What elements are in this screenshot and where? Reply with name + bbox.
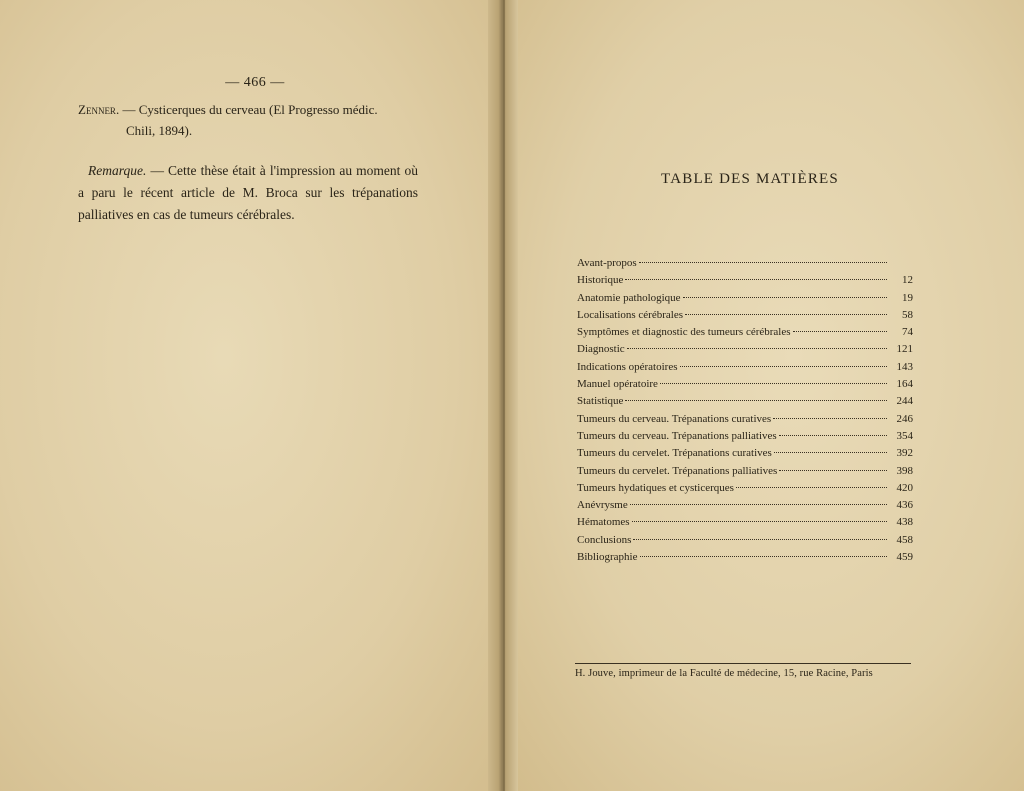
bibliography-entry [78, 99, 418, 141]
remark-lead: Remarque. [88, 163, 147, 178]
toc-leader-dots [779, 435, 887, 436]
toc-entry-label: Hématomes [577, 516, 630, 529]
toc-entry [577, 413, 913, 430]
toc-entry [577, 378, 913, 395]
toc-entry-page: 143 [896, 360, 913, 373]
toc-entry-page: 438 [896, 516, 913, 529]
toc-entry-label: Diagnostic [577, 343, 625, 356]
toc-entry [577, 516, 913, 533]
remark-paragraph [78, 160, 418, 226]
toc-entry [577, 361, 913, 378]
gutter-fold-line [503, 0, 505, 791]
toc-entry [577, 274, 913, 291]
reference-text: — Cysticerques du cerveau (El Progresso médic. [119, 102, 378, 117]
toc-leader-dots [793, 331, 887, 332]
toc-leader-dots [774, 452, 887, 453]
toc-leader-dots [660, 383, 887, 384]
toc-entry-label: Tumeurs du cerveau. Trépanations palliatives [577, 429, 777, 442]
toc-entry [577, 257, 913, 274]
toc-entry-label: Anatomie pathologique [577, 291, 681, 304]
toc-entry [577, 343, 913, 360]
toc-entry [577, 447, 913, 464]
toc-entry-label: Historique [577, 274, 624, 287]
toc-entry-label: Tumeurs du cerveau. Trépanations curatives [577, 412, 772, 425]
printer-imprint: H. Jouve, imprimeur de la Faculté de médecine, 15, rue Racine, Paris [575, 668, 873, 679]
table-of-contents [577, 257, 913, 568]
toc-entry-label: Statistique [577, 395, 624, 408]
toc-entry [577, 465, 913, 482]
toc-leader-dots [736, 487, 887, 488]
toc-entry-page: 392 [896, 447, 913, 460]
toc-entry [577, 482, 913, 499]
toc-entry-page: 246 [896, 412, 913, 425]
toc-entry [577, 292, 913, 309]
toc-entry-page: 19 [902, 291, 913, 304]
toc-leader-dots [639, 262, 887, 263]
toc-leader-dots [685, 314, 887, 315]
toc-leader-dots [680, 366, 888, 367]
toc-entry-page: 164 [896, 378, 913, 391]
toc-leader-dots [632, 521, 887, 522]
toc-entry-label: Manuel opératoire [577, 378, 658, 391]
toc-entry-page: 420 [896, 481, 913, 494]
imprint-rule [575, 663, 911, 664]
toc-entry-page: 398 [896, 464, 913, 477]
toc-entry-page: 74 [902, 326, 913, 339]
toc-entry-page: 354 [896, 429, 913, 442]
toc-entry-label: Avant-propos [577, 257, 637, 269]
toc-entry-page: 12 [902, 274, 913, 287]
toc-entry-label: Bibliographie [577, 551, 638, 564]
toc-entry-label: Tumeurs du cervelet. Trépanations palliatives [577, 464, 778, 477]
toc-leader-dots [773, 418, 887, 419]
toc-entry-page: 121 [896, 343, 913, 356]
reference-continuation: Chili, 1894). [126, 123, 193, 138]
toc-leader-dots [627, 348, 887, 349]
toc-leader-dots [625, 279, 887, 280]
toc-entry [577, 430, 913, 447]
toc-entry-label: Tumeurs du cervelet. Trépanations curatives [577, 447, 772, 460]
toc-entry-label: Tumeurs hydatiques et cysticerques [577, 481, 734, 494]
toc-leader-dots [625, 400, 887, 401]
toc-title: TABLE DES MATIÈRES [661, 171, 839, 187]
toc-entry [577, 499, 913, 516]
toc-entry [577, 534, 913, 551]
toc-leader-dots [779, 470, 887, 471]
toc-leader-dots [633, 539, 887, 540]
toc-entry-label: Symptômes et diagnostic des tumeurs cérébrales [577, 326, 791, 339]
toc-entry-label: Indications opératoires [577, 360, 678, 373]
toc-entry [577, 326, 913, 343]
toc-entry-page: 58 [902, 308, 913, 321]
toc-entry [577, 395, 913, 412]
remark-text: — Cette thèse était à l'impression au moment où a paru le récent article de M. Broca sur les trépanations palliatives en cas de tumeurs cérébrales. [78, 163, 418, 222]
toc-leader-dots [630, 504, 887, 505]
toc-entry-label: Anévrysme [577, 499, 628, 512]
toc-entry-page: 458 [896, 533, 913, 546]
toc-entry-page: 436 [896, 499, 913, 512]
toc-entry-page: 459 [896, 551, 913, 564]
toc-entry-label: Localisations cérébrales [577, 308, 683, 321]
page-number: — 466 — [225, 75, 285, 90]
toc-entry [577, 551, 913, 568]
toc-entry [577, 309, 913, 326]
reference-author: Zenner. [78, 102, 120, 117]
toc-entry-page: 244 [896, 395, 913, 408]
toc-entry-label: Conclusions [577, 533, 632, 546]
toc-leader-dots [640, 556, 888, 557]
toc-leader-dots [683, 297, 887, 298]
